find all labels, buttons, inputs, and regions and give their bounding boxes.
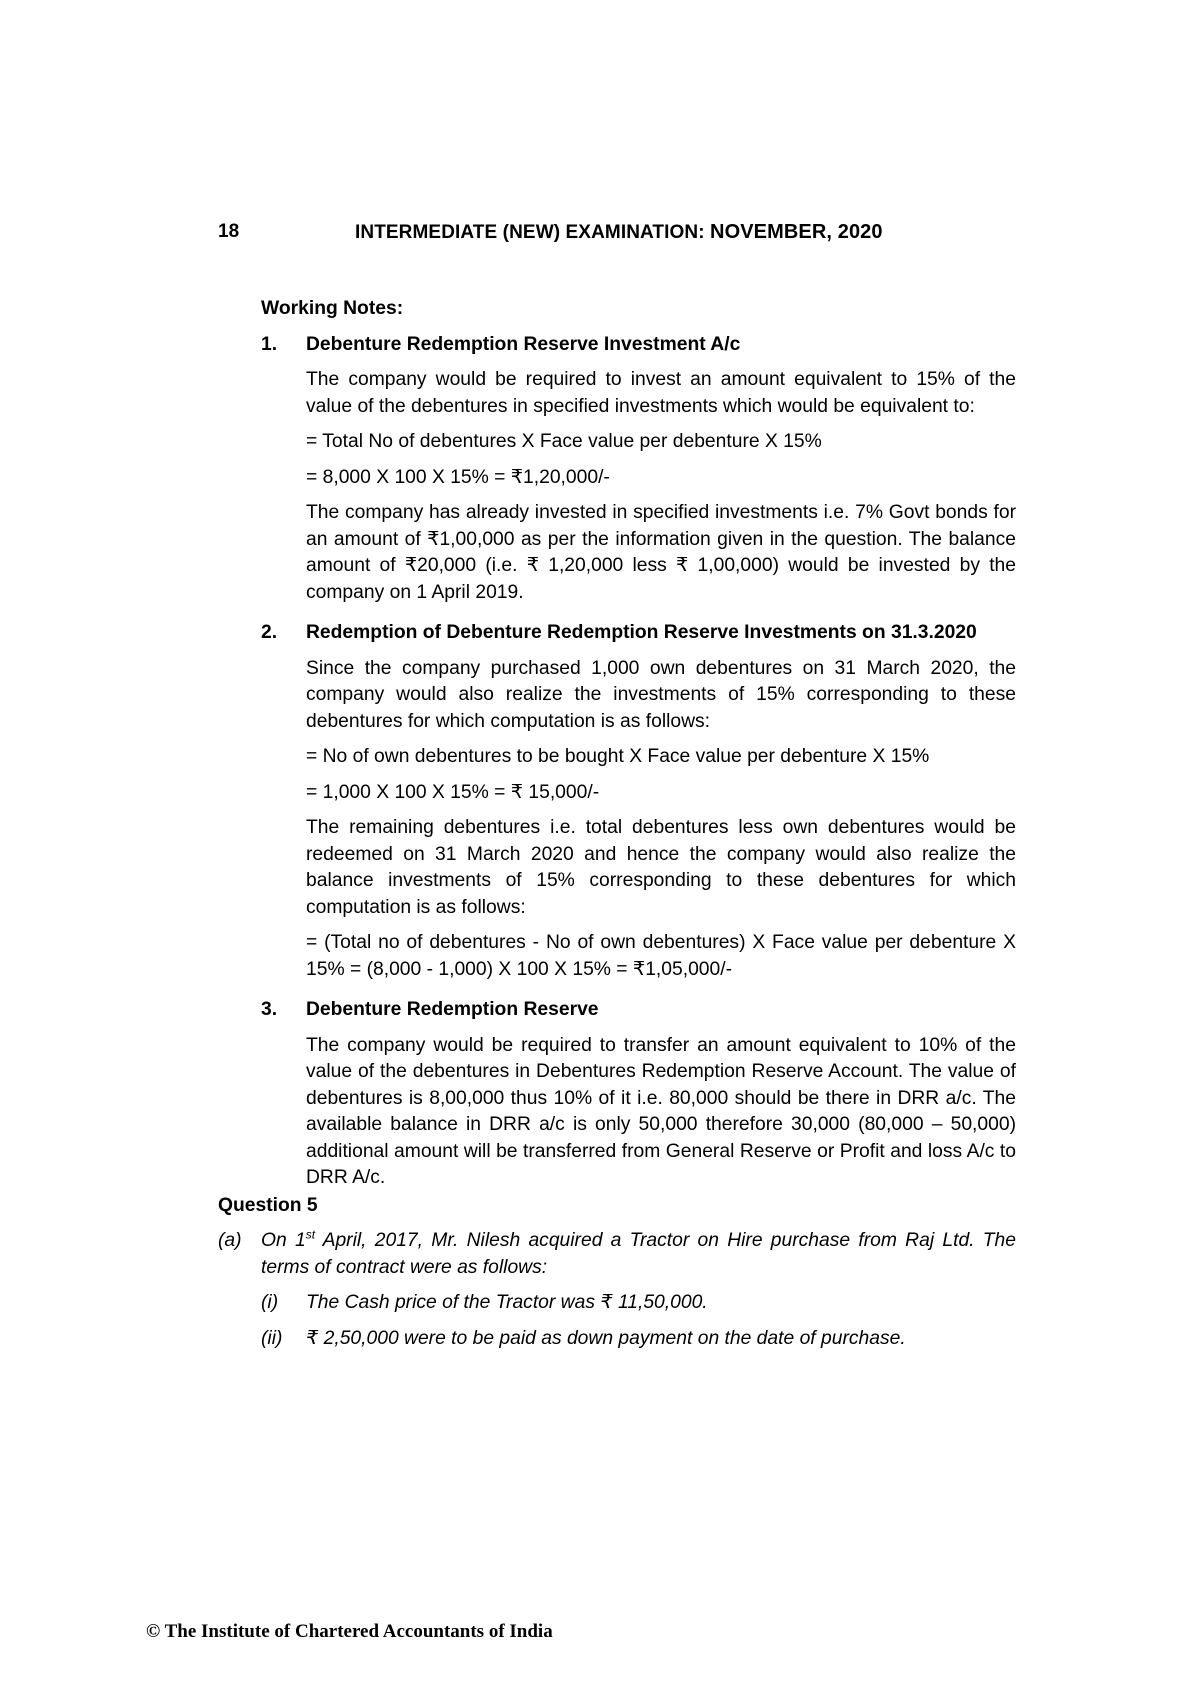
paragraph: The remaining debentures i.e. total debentures less own debentures would be redeemed on 31 March 2020 and hence the company would also realize the balance investments of 15% corresponding to these debentures for which computation is as follows: xyxy=(306,817,1016,918)
question-part-a xyxy=(218,1228,1016,1352)
formula-line: = No of own debentures to be bought X Face value per debenture X 15% xyxy=(306,746,930,767)
question-item xyxy=(261,1326,1016,1353)
working-notes xyxy=(261,296,1016,1206)
paragraph: The company would be required to transfer an amount equivalent to 10% of the value of the debentures in Debentures Redemption Reserve Account. The value of debentures is 8,00,000 thus 10% of it i.e. 80,000 should be there in DRR a/c. The available balance in DRR a/c is only 50,000 therefore 30,000 (80,000 – 50,000) additional amount will be transferred from General Reserve or Profit and loss A/c to DRR A/c. xyxy=(306,1034,1016,1188)
page-header-title xyxy=(355,221,883,244)
note-number: 3. xyxy=(261,999,278,1020)
formula-line: = 8,000 X 100 X 15% = ₹1,20,000/- xyxy=(306,466,610,488)
page-number: 18 xyxy=(218,221,240,242)
note-heading-text: Debenture Redemption Reserve Investment A/c xyxy=(306,333,741,355)
note-heading-text: Debenture Redemption Reserve xyxy=(306,999,599,1020)
paragraph: The company has already invested in specified investments i.e. 7% Govt bonds for an amount of ₹1,00,000 as per the information given in the question. The balance amount of ₹20,000 (i.e. ₹ 1,20,000 less ₹ 1,00,000) would be invested by the company on 1 April 2019. xyxy=(306,502,1016,603)
question-title: Question 5 xyxy=(218,1195,318,1216)
question-part-label: (a) xyxy=(218,1230,242,1251)
item-label: (ii) xyxy=(261,1327,283,1349)
question-item xyxy=(261,1290,1016,1317)
formula-line: = (Total no of debentures - No of own debentures) X Face value per debenture X 15% = (8,000 - 1,000) X 100 X 15% = ₹1,05,000/- xyxy=(306,932,1016,980)
note-section-2 xyxy=(261,620,1016,983)
item-text: The Cash price of the Tractor was ₹ 11,50,000. xyxy=(306,1292,708,1313)
note-section-1 xyxy=(261,332,1016,607)
footer-copyright: © The Institute of Chartered Accountants of India xyxy=(146,1621,553,1642)
item-label: (i) xyxy=(261,1292,279,1313)
header-title-prefix: INTERMEDIATE (NEW) EXAMINATION: xyxy=(355,222,705,243)
working-notes-title: Working Notes: xyxy=(261,298,404,319)
note-section-3 xyxy=(261,997,1016,1192)
item-text: ₹ 2,50,000 were to be paid as down payment on the date of purchase. xyxy=(306,1327,906,1349)
note-heading-text: Redemption of Debenture Redemption Reserve Investments on 31.3.2020 xyxy=(306,622,977,643)
note-heading-1 xyxy=(261,332,1016,359)
formula-line: = 1,000 X 100 X 15% = ₹ 15,000/- xyxy=(306,781,600,803)
note-heading-3 xyxy=(261,997,1016,1024)
paragraph: The company would be required to invest an amount equivalent to 15% of the value of the debentures in specified investments which would be equivalent to: xyxy=(306,369,1016,417)
paragraph: Since the company purchased 1,000 own debentures on 31 March 2020, the company would also realize the investments of 15% corresponding to these debentures for which computation is as follows: xyxy=(306,657,1016,732)
note-heading-2 xyxy=(261,620,1016,647)
formula-line: = Total No of debentures X Face value per debenture X 15% xyxy=(306,431,822,452)
header-title-date: NOVEMBER, 2020 xyxy=(710,221,883,243)
note-number: 2. xyxy=(261,622,278,643)
question-intro: On 1st April, 2017, Mr. Nilesh acquired a Tractor on Hire purchase from Raj Ltd. The terms of contract were as follows: xyxy=(261,1227,1016,1278)
note-number: 1. xyxy=(261,333,278,355)
